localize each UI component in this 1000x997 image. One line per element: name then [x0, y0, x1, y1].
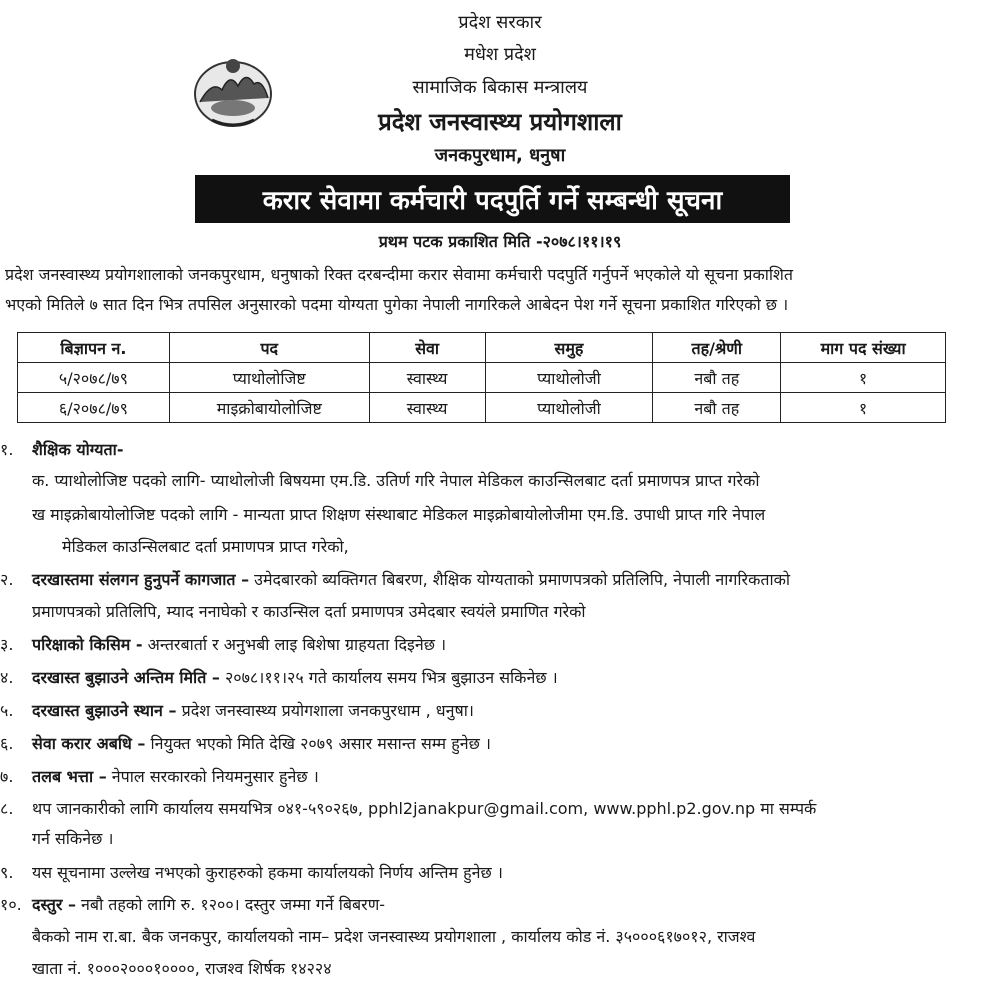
vacancy-table	[17, 332, 946, 423]
section-number: ५.	[0, 701, 14, 720]
notice-title: करार सेवामा कर्मचारी पदपुर्ति गर्ने सम्बन्धी सूचना	[195, 175, 790, 223]
section-number: ६.	[0, 734, 14, 753]
section-number: २.	[0, 570, 14, 589]
table-row	[18, 363, 946, 393]
office-name: प्रदेश जनस्वास्थ्य प्रयोगशाला	[378, 108, 622, 136]
section-title: दरखास्त बुझाउने स्थान –	[32, 701, 177, 720]
section-text: अन्तरबार्ता र अनुभबी लाइ बिशेषा ग्राहयता दिइनेछ ।	[142, 635, 447, 654]
section-text: नबौ तहको लागि रु. १२००। दस्तुर जम्मा गर्ने बिबरण-	[75, 895, 386, 914]
section-text: प्रदेश जनस्वास्थ्य प्रयोगशाला जनकपुरधाम , धनुषा।	[176, 701, 474, 720]
header-government: प्रदेश सरकार	[458, 12, 542, 33]
section-text: गर्न सकिनेछ ।	[32, 829, 114, 848]
qualification-text: मेडिकल काउन्सिलबाट दर्ता प्रमाणपत्र प्राप्त गरेको,	[62, 537, 349, 556]
section-title: दरखास्तमा संलगन हुनुपर्ने कागजात –	[32, 570, 250, 589]
header-ministry: सामाजिक बिकास मन्त्रालय	[412, 77, 588, 98]
intro-line: भएको मितिले ७ सात दिन भित्र तपसिल अनुसारको पदमा योग्यता पुगेका नेपाली नागरिकले आबेदन पेश गर्ने सूचना प्रकाशित गरिएको छ ।	[5, 295, 789, 314]
column-header: सेवा	[369, 333, 485, 363]
column-header: पद	[169, 333, 369, 363]
section-text: प्रमाणपत्रको प्रतिलिपि, म्याद ननाघेको र काउन्सिल दर्ता प्रमाणपत्र उमेदबार स्वयंले प्रमाणित गरेको	[32, 602, 586, 621]
section-number: १.	[0, 440, 14, 459]
table-cell: ५/२०७८/७९	[18, 363, 170, 393]
section-text: खाता नं. १०००२०००१००००, राजश्व शिर्षक १४२२४	[32, 959, 332, 978]
section-text: नेपाल सरकारको नियमनुसार हुनेछ ।	[106, 767, 319, 786]
table-cell: ६/२०७८/७९	[18, 393, 170, 423]
section-number: ७.	[0, 767, 14, 786]
table-row	[18, 393, 946, 423]
section-number: ८.	[0, 799, 14, 818]
section-title: सेवा करार अबधि –	[32, 734, 146, 753]
table-cell: प्याथोलोजी	[485, 363, 653, 393]
section-title: दरखास्त बुझाउने अन्तिम मिति –	[32, 668, 220, 687]
section-text: थप जानकारीको लागि कार्यालय समयभित्र ०४१-५९०२६७, pphl2janakpur@gmail.com, www.pphl.p2.gov.np मा सम्पर्क	[32, 799, 817, 818]
column-header: तह/श्रेणी	[653, 333, 781, 363]
table-header-row	[18, 333, 946, 363]
qualification-text: क. प्याथोलोजिष्ट पदको लागि- प्याथोलोजी बिषयमा एम.डि. उतिर्ण गरि नेपाल मेडिकल काउन्सिलबाट दर्ता प्रमाणपत्र प्राप्त गरेको	[32, 471, 760, 490]
intro-paragraph	[5, 260, 995, 320]
section-text: बैकको नाम रा.बा. बैक जनकपुर, कार्यालयको नाम– प्रदेश जनस्वास्थ्य प्रयोगशाला , कार्यालय कोड नं. ३५०००६१७०१२, राजश्व	[32, 927, 756, 946]
intro-line: प्रदेश जनस्वास्थ्य प्रयोगशालाको जनकपुरधाम, धनुषाको रिक्त दरबन्दीमा करार सेवामा कर्मचारी पदपुर्ति गर्नुपर्ने भएकोले यो सूचना प्रकाशित	[5, 265, 794, 284]
table-cell: नबौ तह	[653, 393, 781, 423]
table-cell: १	[781, 393, 946, 423]
table-cell: माइक्रोबायोलोजिष्ट	[169, 393, 369, 423]
section-title: परिक्षाको किसिम -	[32, 635, 143, 654]
section-title: दस्तुर –	[32, 895, 76, 914]
section-title: तलब भत्ता –	[32, 767, 107, 786]
header-province: मधेश प्रदेश	[464, 44, 536, 65]
table-cell: नबौ तह	[653, 363, 781, 393]
table-cell: प्याथोलोजी	[485, 393, 653, 423]
section-number: ३.	[0, 635, 14, 654]
section-text: नियुक्त भएको मिति देखि २०७९ असार मसान्त सम्म हुनेछ ।	[145, 734, 491, 753]
office-location: जनकपुरधाम, धनुषा	[434, 145, 566, 166]
column-header: माग पद संख्या	[781, 333, 946, 363]
table-cell: १	[781, 363, 946, 393]
qualification-text: ख माइक्रोबायोलोजिष्ट पदको लागि - मान्यता प्राप्त शिक्षण संस्थाबाट मेडिकल माइक्रोबायोलोजीमा एम.डि. उपाधी प्राप्त गरि नेपाल	[32, 505, 766, 524]
section-number: ४.	[0, 668, 14, 687]
section-title: शैक्षिक योग्यता-	[32, 440, 124, 459]
table-cell: स्वास्थ्य	[369, 363, 485, 393]
section-number: ९.	[0, 863, 14, 882]
section-text: यस सूचनामा उल्लेख नभएको कुराहरुको हकमा कार्यालयको निर्णय अन्तिम हुनेछ ।	[32, 863, 503, 882]
section-text: उमेदबारको ब्यक्तिगत बिबरण, शैक्षिक योग्यताको प्रमाणपत्रको प्रतिलिपि, नेपाली नागरिकताको	[249, 570, 791, 589]
table-cell: प्याथोलोजिष्ट	[169, 363, 369, 393]
publish-date: प्रथम पटक प्रकाशित मिति -२०७८।११।१९	[378, 232, 622, 251]
section-text: २०७८।११।२५ गते कार्यालय समय भित्र बुझाउन सकिनेछ ।	[219, 668, 558, 687]
table-cell: स्वास्थ्य	[369, 393, 485, 423]
column-header: समुह	[485, 333, 653, 363]
column-header: बिज्ञापन न.	[18, 333, 170, 363]
section-number: १०.	[0, 895, 22, 914]
